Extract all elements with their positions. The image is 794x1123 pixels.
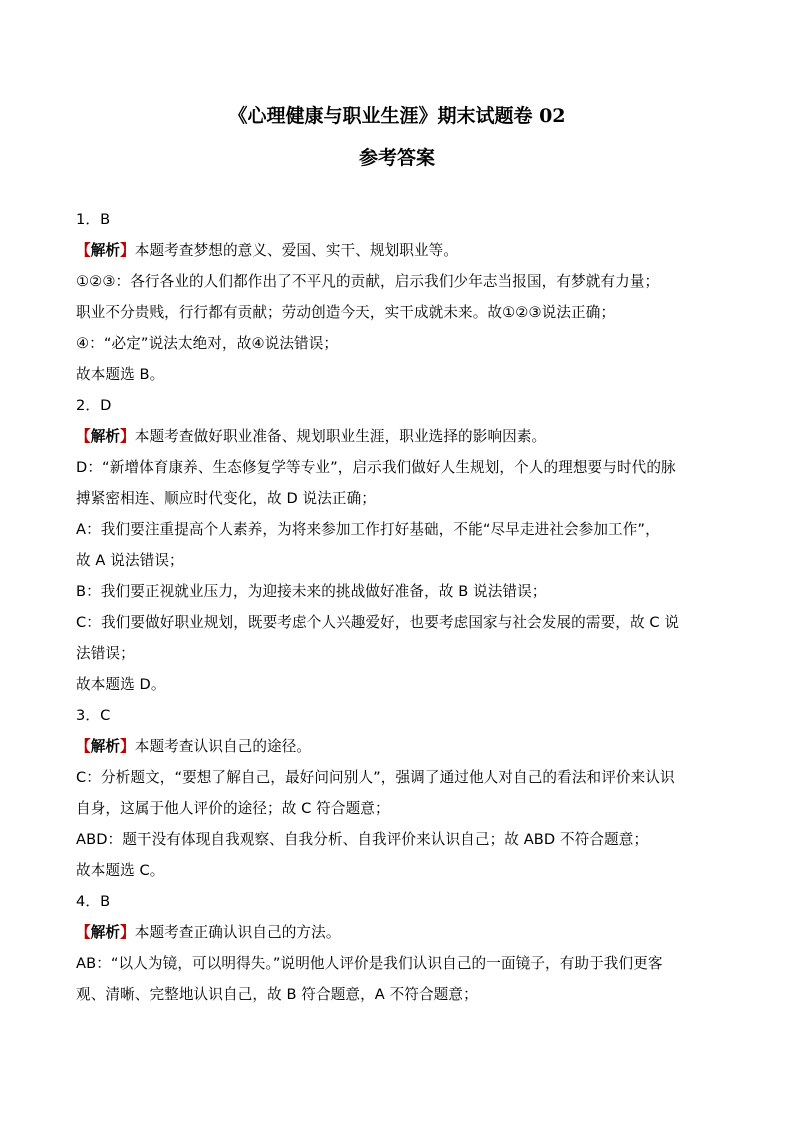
question-number: 4．B xyxy=(76,893,111,910)
analysis-tag: 【解析】 xyxy=(76,924,135,941)
analysis-text: 本题考查认识自己的途径。 xyxy=(134,738,312,755)
answer-content xyxy=(76,204,726,1010)
answer-line: C：分析题文，“要想了解自己，最好问问别人”，强调了通过他人对自己的看法和评价来认识 xyxy=(76,769,675,786)
answer-line: B：我们要正视就业压力，为迎接未来的挑战做好准备，故 B 说法错误； xyxy=(76,583,547,600)
answer-line: 故本题选 D。 xyxy=(76,676,166,693)
analysis-line xyxy=(76,235,726,266)
answer-line: ①②③：各行各业的人们都作出了不平凡的贡献，启示我们少年志当报国，有梦就有力量； xyxy=(76,273,660,290)
analysis-text: 本题考查梦想的意义、爱国、实干、规划职业等。 xyxy=(134,242,459,259)
analysis-tag: 【解析】 xyxy=(76,428,135,445)
question-block-1 xyxy=(76,204,726,390)
answer-line: 故本题选 C。 xyxy=(76,862,165,879)
answer-line: ④：“必定”说法太绝对，故④说法错误； xyxy=(76,335,339,352)
question-number: 1．B xyxy=(76,211,111,228)
question-number: 2．D xyxy=(76,397,112,414)
question-block-3 xyxy=(76,700,726,886)
analysis-tag: 【解析】 xyxy=(76,242,135,259)
analysis-tag: 【解析】 xyxy=(76,738,135,755)
question-block-4 xyxy=(76,886,726,1010)
answer-line: 法错误； xyxy=(76,645,135,662)
question-block-2 xyxy=(76,390,726,700)
answer-line: 故 A 说法错误； xyxy=(76,552,184,569)
answer-line: ABD：题干没有体现自我观察、自我分析、自我评价来认识自己；故 ABD 不符合题意； xyxy=(76,831,649,848)
exam-title: 《心理健康与职业生涯》期末试题卷 02 xyxy=(228,105,566,127)
analysis-text: 本题考查做好职业准备、规划职业生涯，职业选择的影响因素。 xyxy=(134,428,547,445)
analysis-line xyxy=(76,731,726,762)
answer-line: 故本题选 B。 xyxy=(76,366,165,383)
answer-line: 观、清晰、完整地认识自己，故 B 符合题意，A 不符合题意； xyxy=(76,986,478,1003)
answer-line: 搏紧密相连、顺应时代变化，故 D 说法正确； xyxy=(76,490,376,507)
answer-line: C：我们要做好职业规划，既要考虑个人兴趣爱好，也要考虑国家与社会发展的需要，故 C 说 xyxy=(76,614,680,631)
answer-line: 职业不分贵贱，行行都有贡献；劳动创造今天，实干成就未来。故①②③说法正确； xyxy=(76,304,616,321)
analysis-line xyxy=(76,421,726,452)
analysis-line xyxy=(76,917,726,948)
analysis-text: 本题考查正确认识自己的方法。 xyxy=(134,924,341,941)
answer-line: AB：“以人为镜，可以明得失。”说明他人评价是我们认识自己的一面镜子，有助于我们更客 xyxy=(76,955,663,972)
answer-line: D：“新增体育康养、生态修复学等专业”，启示我们做好人生规划，个人的理想要与时代的脉 xyxy=(76,459,676,476)
answer-line: 自身，这属于他人评价的途径；故 C 符合题意； xyxy=(76,800,390,817)
answer-key-heading: 参考答案 xyxy=(358,147,435,169)
answer-line: A：我们要注重提高个人素养，为将来参加工作打好基础，不能“尽早走进社会参加工作”， xyxy=(76,521,660,538)
question-number: 3．C xyxy=(76,707,111,724)
